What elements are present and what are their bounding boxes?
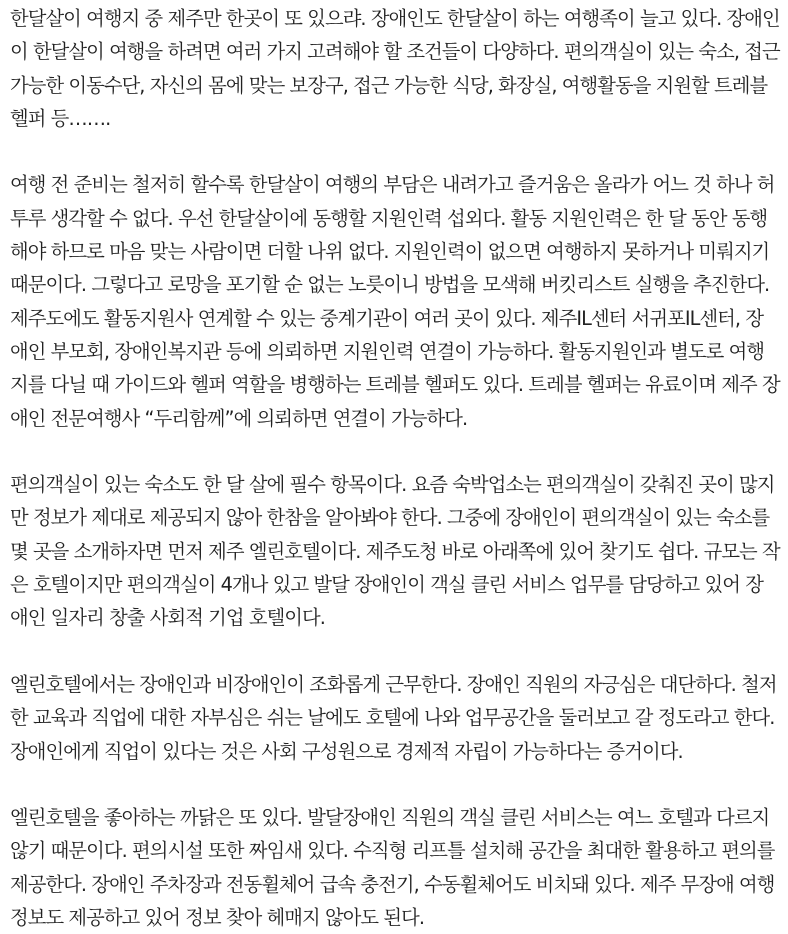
paragraph: 한달살이 여행지 중 제주만 한곳이 또 있으랴. 장애인도 한달살이 하는 여행족이 늘고 있다. 장애인이 한달살이 여행을 하려면 여러 가지 고려해야 할 조건들이 다양하다. 편의객실이 있는 숙소, 접근가능한 이동수단, 자신의 몸에 맞는 보장구, 접근 가능한 식당, 화장실, 여행활동을 지원할 트레블 헬퍼 등……. <box>10 7 780 130</box>
paragraph: 여행 전 준비는 철저히 할수록 한달살이 여행의 부담은 내려가고 즐거움은 올라가 어느 것 하나 허투루 생각할 수 없다. 우선 한달살이에 동행할 지원인력 섭외다. 활동 지원인력은 한 달 동안 동행해야 하므로 마음 맞는 사람이면 더할 나위 없다. 지원인력이 없으면 여행하지 못하거나 미뤄지기 때문이다. 그렇다고 로망을 포기할 순 없는 노릇이니 방법을 모색해 버킷리스트 실행을 추진한다. 제주도에도 활동지원사 연계할 수 있는 중계기관이 여러 곳이 있다. 제주IL센터 서귀포IL센터, 장애인 부모회, 장애인복지관 등에 의뢰하면 지원인력 연결이 가능하다. 활동지원인과 별도로 여행지를 다닐 때 가이드와 헬퍼 역할을 병행하는 트레블 헬퍼도 있다. 트레블 헬퍼는 유료이며 제주 장애인 전문여행사 “두리함께”에 의뢰하면 연결이 가능하다. <box>10 173 780 430</box>
paragraph: 엘린호텔에서는 장애인과 비장애인이 조화롭게 근무한다. 장애인 직원의 자긍심은 대단하다. 철저한 교육과 직업에 대한 자부심은 쉬는 날에도 호텔에 나와 업무공간을 둘러보고 갈 정도라고 한다. 장애인에게 직업이 있다는 것은 사회 구성원으로 경제적 자립이 가능하다는 증거이다. <box>10 672 777 763</box>
article-body <box>0 2 788 934</box>
paragraph: 편의객실이 있는 숙소도 한 달 살에 필수 항목이다. 요즘 숙박업소는 편의객실이 갖춰진 곳이 많지만 정보가 제대로 제공되지 않아 한참을 알아봐야 한다. 그중에 장애인이 편의객실이 있는 숙소를 몇 곳을 소개하자면 먼저 제주 엘린호텔이다. 제주도청 바로 아래쪽에 있어 찾기도 쉽다. 규모는 작은 호텔이지만 편의객실이 4개나 있고 발달 장애인이 객실 클린 서비스 업무를 담당하고 있어 장애인 일자리 창출 사회적 기업 호텔이다. <box>10 473 780 630</box>
paragraph: 엘린호텔을 좋아하는 까닭은 또 있다. 발달장애인 직원의 객실 클린 서비스는 여느 호텔과 다르지 않기 때문이다. 편의시설 또한 짜임새 있다. 수직형 리프틀 설치해 공간을 최대한 활용하고 편의를 제공한다. 장애인 주차장과 전동휠체어 급속 충전기, 수동휠체어도 비치돼 있다. 제주 무장애 여행 정보도 제공하고 있어 정보 찾아 헤매지 않아도 된다. <box>10 806 775 930</box>
